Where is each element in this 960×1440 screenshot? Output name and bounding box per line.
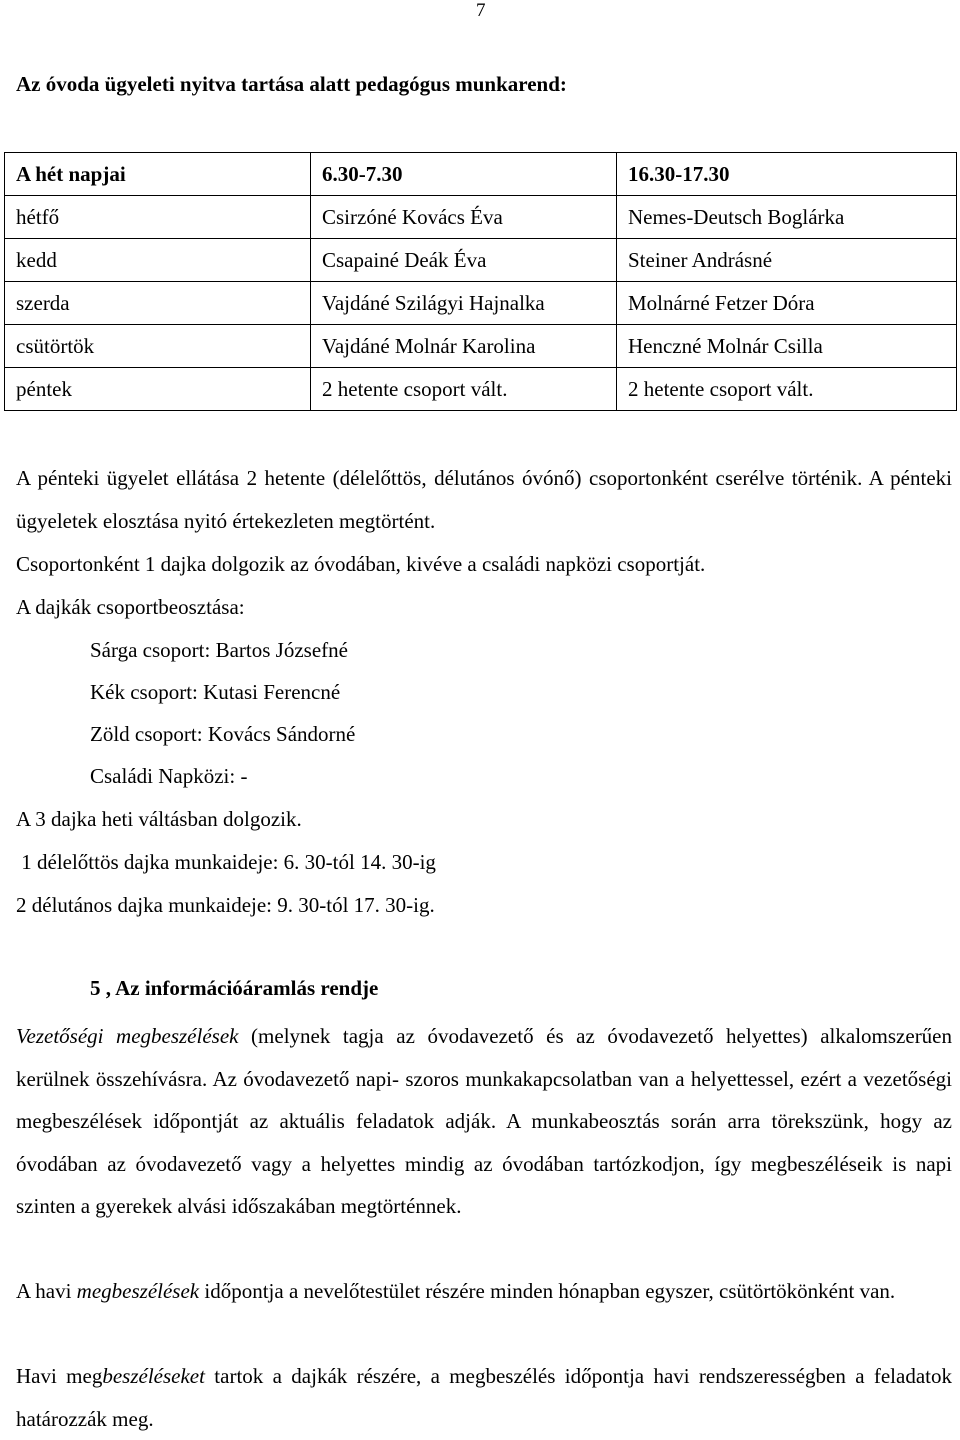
- duty-schedule-table: [4, 152, 957, 411]
- table-header-row: [5, 153, 957, 196]
- page-heading: Az óvoda ügyeleti nyitva tartása alatt pedagógus munkarend:: [16, 72, 567, 96]
- italic-term: beszéléseket: [102, 1364, 205, 1388]
- section-5-title: 5 , Az információáramlás rendje: [90, 976, 379, 1000]
- italic-term: Vezetőségi megbeszélések: [16, 1024, 239, 1048]
- nanny-group-item: Zöld csoport: Kovács Sándorné: [90, 722, 356, 746]
- morning-cell: Csapainé Deák Éva: [311, 239, 617, 282]
- day-cell: csütörtök: [5, 325, 311, 368]
- nanny-group-item: Sárga csoport: Bartos Józsefné: [90, 638, 348, 662]
- afternoon-cell: 2 hetente csoport vált.: [617, 368, 957, 411]
- morning-cell: Vajdáné Szilágyi Hajnalka: [311, 282, 617, 325]
- friday-duty-paragraph: A pénteki ügyelet ellátása 2 hetente (délelőttös, délutános óvónő) csoportonként cserélve történik. A pénteki ügyeletek elosztása nyitó értekezleten megtörtént.: [16, 466, 952, 533]
- afternoon-cell: Molnárné Fetzer Dóra: [617, 282, 957, 325]
- italic-term: megbeszélések: [76, 1279, 200, 1303]
- nanny-groups-title: A dajkák csoportbeosztása:: [16, 595, 245, 619]
- header-cell-days: A hét napjai: [5, 153, 311, 196]
- day-cell: kedd: [5, 239, 311, 282]
- header-cell-morning: 6.30-7.30: [311, 153, 617, 196]
- monthly-meetings-paragraph: [16, 1270, 952, 1313]
- table-row: [5, 325, 957, 368]
- paragraph-text: időpontja a nevelőtestület részére minden hónapban egyszer, csütörtökönként van.: [199, 1279, 896, 1303]
- day-cell: szerda: [5, 282, 311, 325]
- shift-line: 1 délelőttös dajka munkaideje: 6. 30-tól 14. 30-ig: [16, 850, 436, 874]
- leadership-meetings-paragraph: [16, 1015, 952, 1228]
- nanny-meetings-paragraph: [16, 1355, 952, 1440]
- table-row: [5, 196, 957, 239]
- nanny-group-item: Családi Napközi: -: [90, 764, 248, 788]
- paragraph-text: A havi: [16, 1279, 77, 1303]
- day-cell: péntek: [5, 368, 311, 411]
- day-cell: hétfő: [5, 196, 311, 239]
- table-row: [5, 239, 957, 282]
- paragraph-text: (melynek tagja az óvodavezető és az óvodavezető helyettes) alkalomszerűen kerülnek összehívásra. Az óvodavezető napi- szoros munkakapcsolatban van a helyettessel, ezért a vezetőségi megbeszélések időpontját az aktuális feladatok adják. A munkabeosztás során arra törekszünk, hogy az óvodában az óvodavezető vagy a helyettes mindig az óvodában tartózkodjon, így megbeszéléseik is napi szinten a gyerekek alvási időszakában megtörténnek.: [16, 1024, 953, 1218]
- shift-line: 2 délutános dajka munkaideje: 9. 30-tól 17. 30-ig.: [16, 893, 435, 917]
- nanny-group-item: Kék csoport: Kutasi Ferencné: [90, 680, 341, 704]
- table-row: [5, 282, 957, 325]
- paragraph-text: Havi meg: [16, 1364, 103, 1388]
- morning-cell: Csirzóné Kovács Éva: [311, 196, 617, 239]
- morning-cell: Vajdáné Molnár Karolina: [311, 325, 617, 368]
- afternoon-cell: Nemes-Deutsch Boglárka: [617, 196, 957, 239]
- table-row: [5, 368, 957, 411]
- header-cell-afternoon: 16.30-17.30: [617, 153, 957, 196]
- page-number: 7: [476, 0, 486, 21]
- nanny-info-line: Csoportonként 1 dajka dolgozik az óvodában, kivéve a családi napközi csoportját.: [16, 552, 706, 576]
- afternoon-cell: Steiner Andrásné: [617, 239, 957, 282]
- morning-cell: 2 hetente csoport vált.: [311, 368, 617, 411]
- shift-line: A 3 dajka heti váltásban dolgozik.: [16, 807, 302, 831]
- paragraph-text: tartok a dajkák részére, a megbeszélés időpontja havi rendszerességben a feladatok határozzák meg.: [16, 1364, 952, 1431]
- afternoon-cell: Henczné Molnár Csilla: [617, 325, 957, 368]
